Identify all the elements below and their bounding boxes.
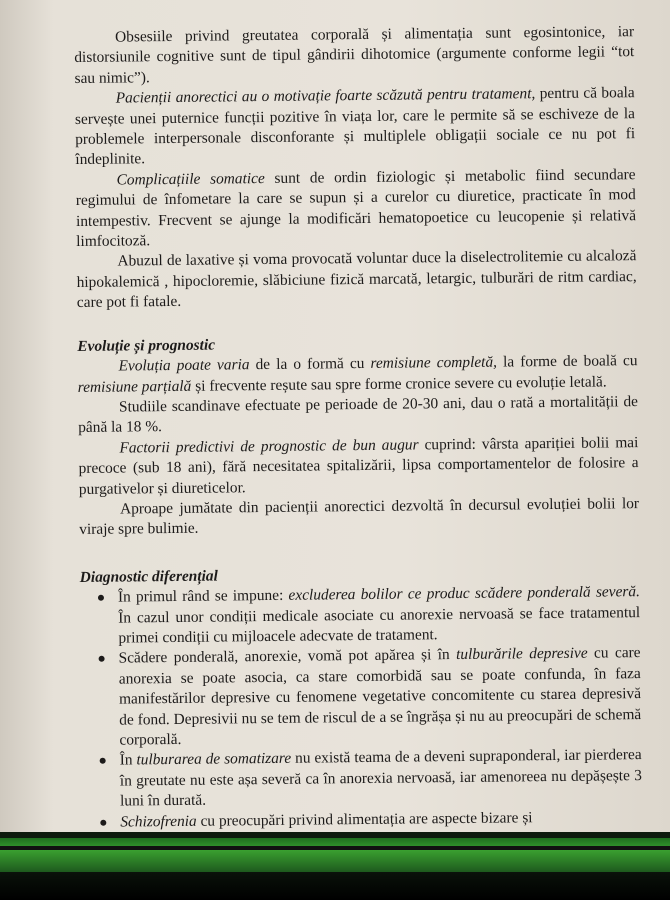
bullet-icon [98, 595, 104, 601]
paragraph-laxatives: Abuzul de laxative și voma provocată voluntar duce la diselectrolitemie cu alcaloză hipokalemică , hipocloremie, slăbiciune fizică marcată, letargic, tulburări de ritm cardiac, care pot fi fatale. [76, 247, 637, 312]
list-item: În primul rând se impune: excluderea bolilor ce produc scădere ponderală severă. În cazul unor condiții medicale asociate cu anorexie nervoasă se face tratamentul primei condiții cu mijloacele adecvate de tratament. [80, 582, 641, 649]
bullet-icon [100, 819, 106, 825]
paragraph-mortality: Studiile scandinave efectuate pe perioade de 20-30 ani, dau o rată a mortalității de până la 18 %. [78, 393, 639, 437]
paragraph-obsessions: Obsesiile privind greutatea corporală și alimentația sunt egosintonice, iar distorsiunile cognitive sunt de tipul gândirii dihotomice (argumente conforme legii “tot sau nimic”). [74, 23, 635, 87]
page-text [74, 22, 642, 832]
footer-band [0, 832, 670, 900]
bullet-icon [99, 656, 105, 662]
bullet-icon [100, 758, 106, 764]
paragraph-predictive-factors: Factorii predictivi de prognostic de bun augur cuprind: vârsta apariției bolii mai precoce (sub 18 ani), fără necesitatea spitalizării, lipsa comportamentelor de folosire a purgativelor și diureticelor. [78, 433, 639, 498]
list-item: Schizofrenia cu preocupări privind alimentația are aspecte bizare și [82, 807, 642, 832]
list-item: Scădere ponderală, anorexie, vomă pot apărea și în tulburările depresive cu care anorexia se poate asocia, ca stare comorbidă sau se poate confunda, în faza manifestărilor depresive cu fenomene vegetative concomitente cu starea depresivă de fond. Depresivii nu se tem de riscul de a se îngrășa și nu au preocupări de schemă corporală. [81, 643, 642, 751]
paragraph-evolution-forms: Evoluția poate varia de la o formă cu remisiune completă, la forme de boală cu remisiune parțială și frecvente reșute sau spre forme cronice severe cu evoluție letală. [77, 352, 638, 396]
paragraph-motivation: Pacienții anorectici au o motivație foarte scăzută pentru tratament, pentru că boala servește unei puternice funcții pozitive în viața lor, care le permite să se eschiveze de la problemele interpersonale disconforante și multiplele obligații sociale ce nu pot fi îndeplinite. [74, 84, 636, 169]
heading-evolution: Evoluție și prognostic [77, 336, 216, 355]
list-item: În tulburarea de somatizare nu există teama de a deveni supraponderal, iar pierderea în greutate nu este așa severă ca în anorexia nervoasă, iar amenoreea nu depășește 3 luni în durată. [82, 746, 643, 813]
differential-list [80, 582, 643, 832]
heading-differential-diagnosis: Diagnostic diferențial [79, 567, 218, 586]
paragraph-complications: Complicațiile somatice sunt de ordin fiziologic și metabolic fiind secundare regimului de înfometare la care se supun și a curelor cu diuretice, practicate în mod intempestiv. Frecvent se ajunge la modificări hematopoetice cu leucopenie și relativă limfocitoză. [75, 165, 637, 251]
paragraph-bulimia: Aproape jumătate din pacienții anorectici dezvoltă în decursul evoluției bolii lor viraje spre bulimie. [79, 495, 640, 539]
